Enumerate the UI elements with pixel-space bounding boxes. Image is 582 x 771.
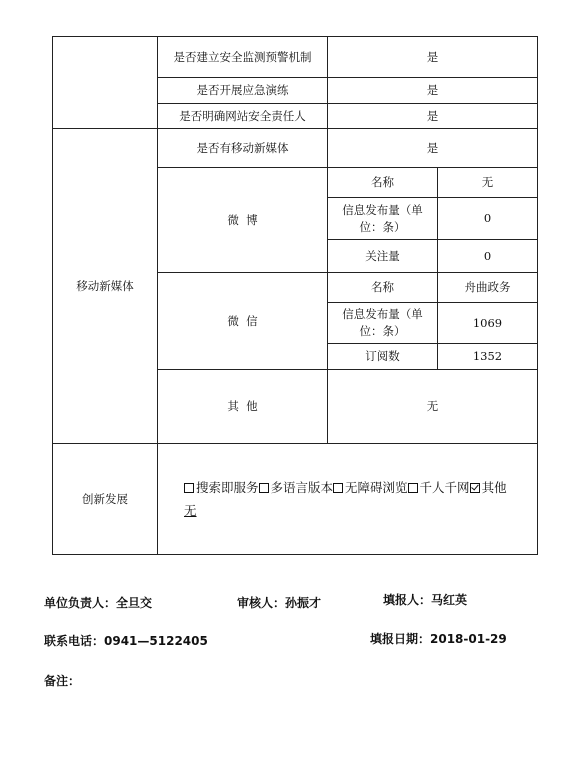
option-multilingual[interactable] <box>259 477 334 499</box>
wechat-posts-label: 信息发布量（单位：条） <box>327 302 438 344</box>
weibo-posts-label: 信息发布量（单位：条） <box>327 197 438 240</box>
table-cell-blank <box>52 36 158 129</box>
other-media-label: 其 他 <box>157 369 328 444</box>
checked-checkbox-icon[interactable] <box>470 483 480 493</box>
wechat-label: 微 信 <box>157 272 328 370</box>
has-media-label: 是否有移动新媒体 <box>157 128 328 168</box>
remarks: 备注： <box>44 674 81 688</box>
option-label: 搜索即服务 <box>196 479 259 495</box>
checkbox-icon[interactable] <box>333 483 343 493</box>
weibo-followers-label: 关注量 <box>327 239 438 273</box>
reviewer: 审核人：孙振才 <box>237 596 322 610</box>
drill-label: 是否开展应急演练 <box>157 77 328 104</box>
wechat-subs-value: 1352 <box>437 343 538 370</box>
drill-value: 是 <box>327 77 538 104</box>
option-label: 无障碍浏览 <box>345 479 408 495</box>
wechat-name-label: 名称 <box>327 272 438 303</box>
option-label: 其他 <box>481 479 507 495</box>
responsible-label: 是否明确网站安全责任人 <box>157 103 328 129</box>
checkbox-icon[interactable] <box>408 483 418 493</box>
wechat-subs-label: 订阅数 <box>327 343 438 370</box>
innovation-options-wrap <box>184 477 507 522</box>
weibo-followers-value: 0 <box>437 239 538 273</box>
option-personalized[interactable] <box>408 477 470 499</box>
filler: 填报人：马红英 <box>383 593 468 607</box>
wechat-posts-value: 1069 <box>437 302 538 344</box>
weibo-label: 微 博 <box>157 167 328 273</box>
contact-phone: 联系电话：0941—5122405 <box>44 634 208 648</box>
checkbox-icon[interactable] <box>184 483 194 493</box>
weibo-posts-value: 0 <box>437 197 538 240</box>
has-media-value: 是 <box>327 128 538 168</box>
wechat-name-value: 舟曲政务 <box>437 272 538 303</box>
option-search-service[interactable] <box>184 477 259 499</box>
innovation-other-value: 无 <box>184 502 197 518</box>
monitoring-label: 是否建立安全监测预警机制 <box>157 36 328 78</box>
weibo-name-label: 名称 <box>327 167 438 198</box>
innovation-options <box>157 443 538 555</box>
mobile-section-label: 移动新媒体 <box>52 128 158 444</box>
option-other[interactable] <box>470 477 507 499</box>
checkbox-icon[interactable] <box>259 483 269 493</box>
unit-head: 单位负责人：全旦交 <box>44 596 153 610</box>
innovation-section-label: 创新发展 <box>52 443 158 555</box>
option-accessibility[interactable] <box>333 477 408 499</box>
option-label: 千人千网 <box>419 479 470 495</box>
responsible-value: 是 <box>327 103 538 129</box>
other-media-value: 无 <box>327 369 538 444</box>
monitoring-value: 是 <box>327 36 538 78</box>
option-label: 多语言版本 <box>270 479 334 495</box>
weibo-name-value: 无 <box>437 167 538 198</box>
fill-date: 填报日期：2018-01-29 <box>370 632 507 646</box>
